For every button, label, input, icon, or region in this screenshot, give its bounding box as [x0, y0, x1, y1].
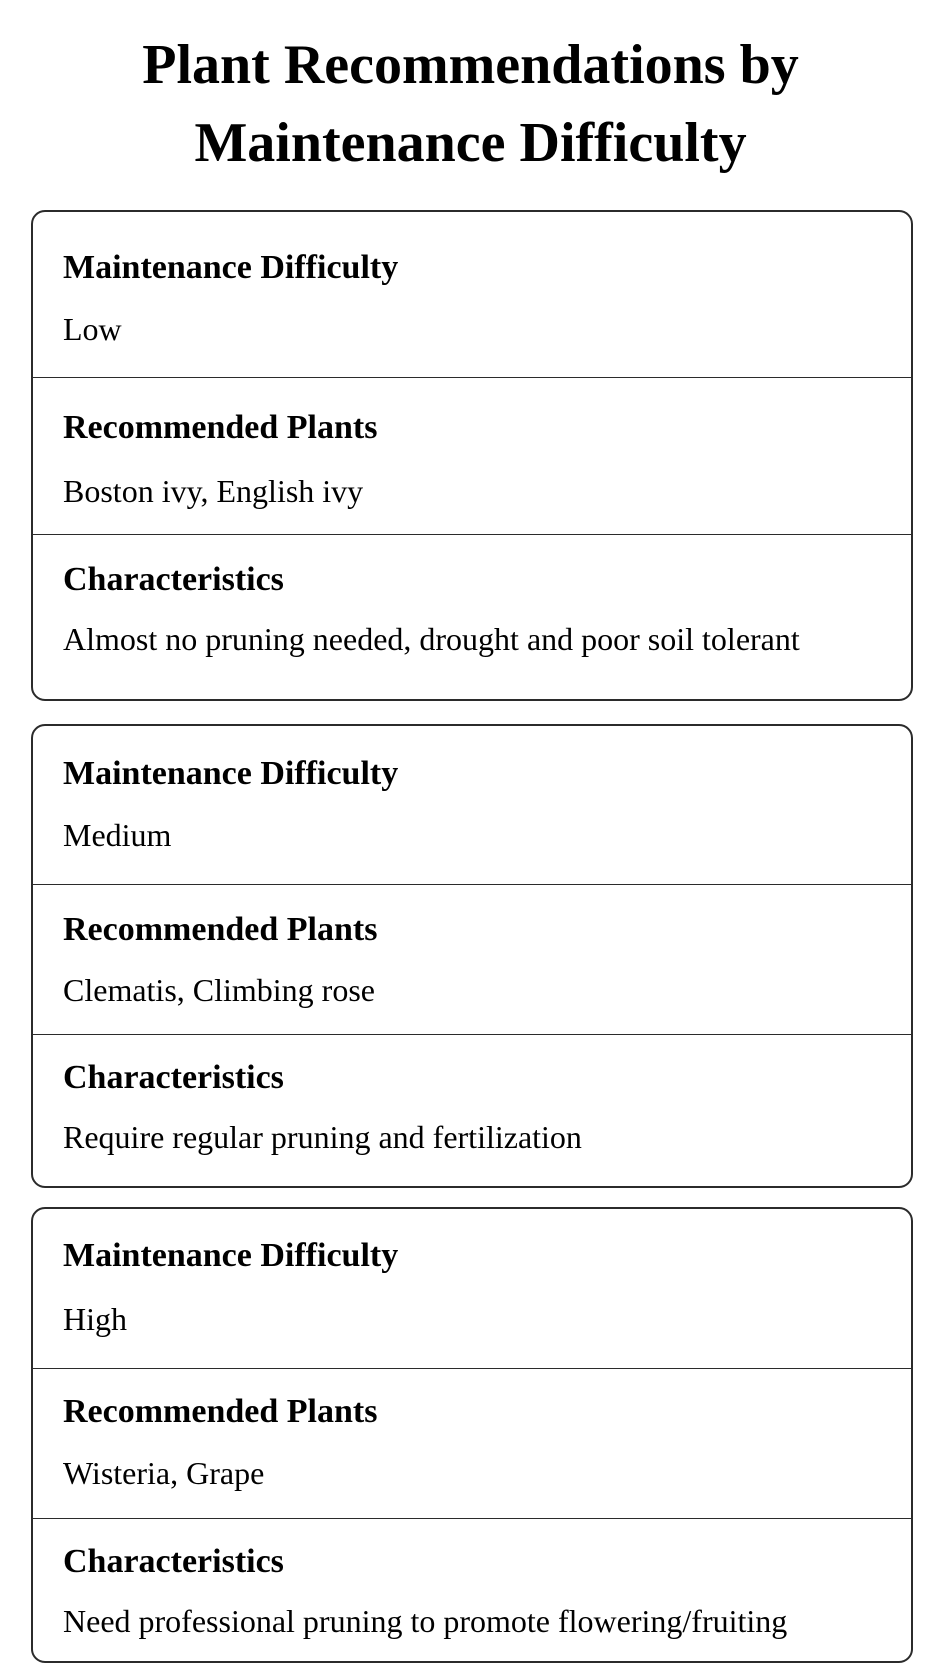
page-title-line-1: Plant Recommendations by	[142, 34, 799, 96]
plants-section	[33, 377, 911, 534]
plants-label: Recommended Plants	[63, 911, 378, 948]
characteristics-label: Characteristics	[63, 561, 284, 598]
difficulty-label: Maintenance Difficulty	[63, 755, 399, 792]
plants-value: Clematis, Climbing rose	[63, 972, 375, 1008]
difficulty-label: Maintenance Difficulty	[63, 1237, 399, 1274]
recommendation-card-medium	[31, 724, 913, 1188]
difficulty-section	[33, 1209, 911, 1368]
characteristics-section	[33, 1518, 911, 1663]
difficulty-value: High	[63, 1301, 127, 1337]
characteristics-value: Almost no pruning needed, drought and poor soil tolerant	[63, 621, 800, 657]
characteristics-value: Require regular pruning and fertilization	[63, 1119, 582, 1155]
page-title-line-2: Maintenance Difficulty	[194, 112, 747, 174]
plants-label: Recommended Plants	[63, 409, 378, 446]
page-title	[0, 26, 941, 182]
plants-value: Wisteria, Grape	[63, 1455, 265, 1491]
plants-label: Recommended Plants	[63, 1393, 378, 1430]
plants-value: Boston ivy, English ivy	[63, 473, 364, 509]
characteristics-label: Characteristics	[63, 1059, 284, 1096]
plants-section	[33, 884, 911, 1034]
difficulty-section	[33, 726, 911, 884]
characteristics-section	[33, 534, 911, 701]
difficulty-value: Medium	[63, 817, 172, 853]
difficulty-section	[33, 212, 911, 377]
plants-section	[33, 1368, 911, 1518]
recommendation-card-low	[31, 210, 913, 701]
difficulty-value: Low	[63, 311, 122, 347]
difficulty-label: Maintenance Difficulty	[63, 249, 399, 286]
recommendation-card-high	[31, 1207, 913, 1663]
characteristics-label: Characteristics	[63, 1543, 284, 1580]
characteristics-value: Need professional pruning to promote flowering/fruiting	[63, 1603, 788, 1639]
characteristics-section	[33, 1034, 911, 1188]
